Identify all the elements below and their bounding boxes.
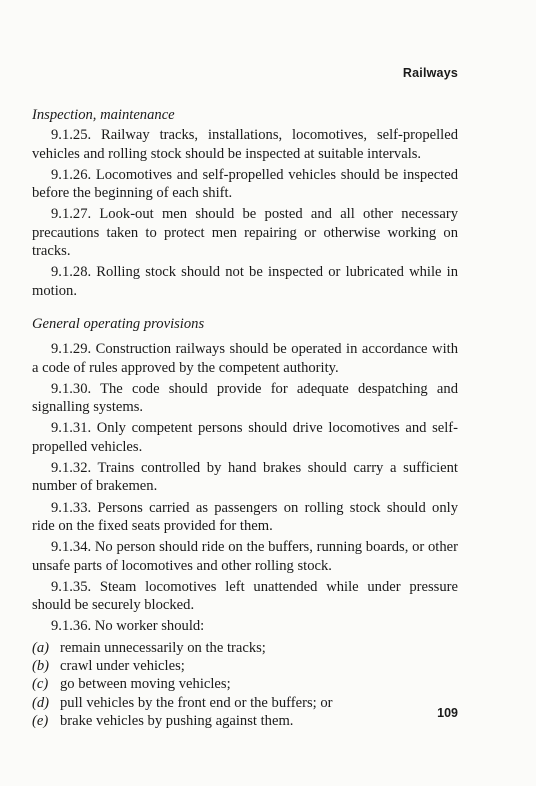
paragraph-9-1-30: 9.1.30. The code should provide for adequate despatching and signalling systems.: [32, 380, 458, 416]
list-item-text: remain unnecessarily on the tracks;: [60, 639, 266, 656]
worker-prohibitions-list: [32, 639, 458, 730]
list-item: [32, 657, 458, 675]
list-item-text: pull vehicles by the front end or the buffers; or: [60, 694, 333, 711]
list-item-letter: (a): [32, 639, 50, 656]
list-item-letter: (c): [32, 676, 49, 693]
paragraph-9-1-33: 9.1.33. Persons carried as passengers on rolling stock should only ride on the fixed seats provided for them.: [32, 499, 458, 534]
page-number: 109: [437, 706, 458, 720]
paragraph-9-1-25: 9.1.25. Railway tracks, installations, locomotives, self-propelled vehicles and rolling stock should be inspected at suitable intervals.: [32, 127, 458, 162]
paragraph-9-1-31: 9.1.31. Only competent persons should drive locomotives and self-propelled vehicles.: [32, 420, 458, 455]
list-item-text: brake vehicles by pushing against them.: [60, 712, 294, 729]
list-item: [32, 694, 458, 712]
page-content: [32, 106, 458, 730]
paragraph-9-1-26: 9.1.26. Locomotives and self-propelled vehicles should be inspected before the beginning of each shift.: [32, 166, 458, 202]
paragraph-9-1-28: 9.1.28. Rolling stock should not be inspected or lubricated while in motion.: [32, 264, 458, 299]
list-item-letter: (b): [32, 658, 50, 675]
list-item: [32, 639, 458, 657]
list-item-letter: (d): [32, 694, 50, 711]
section-title: Inspection, maintenance: [32, 107, 175, 123]
section-inspection-maintenance: [32, 106, 458, 300]
paragraph-9-1-29: 9.1.29. Construction railways should be operated in accordance with a code of rules approved by the competent authority.: [32, 341, 458, 376]
document-page: [32, 0, 458, 786]
section-title: General operating provisions: [32, 315, 205, 332]
section-general-operating-provisions: [32, 315, 458, 730]
paragraph-9-1-32: 9.1.32. Trains controlled by hand brakes should carry a sufficient number of brakemen.: [32, 460, 458, 495]
running-head: Railways: [402, 66, 458, 80]
paragraph-9-1-35: 9.1.35. Steam locomotives left unattended while under pressure should be securely blocked.: [32, 578, 458, 614]
paragraph-9-1-27: 9.1.27. Look-out men should be posted and all other necessary precautions taken to protect men repairing or otherwise working on tracks.: [32, 206, 458, 260]
list-item-letter: (e): [32, 712, 49, 729]
list-item: [32, 712, 458, 730]
list-item-text: crawl under vehicles;: [60, 658, 185, 675]
list-item: [32, 675, 458, 693]
paragraph-9-1-36: 9.1.36. No worker should:: [51, 618, 205, 635]
list-item-text: go between moving vehicles;: [60, 676, 231, 693]
paragraph-9-1-34: 9.1.34. No person should ride on the buffers, running boards, or other unsafe parts of locomotives and other rolling stock.: [32, 539, 458, 574]
